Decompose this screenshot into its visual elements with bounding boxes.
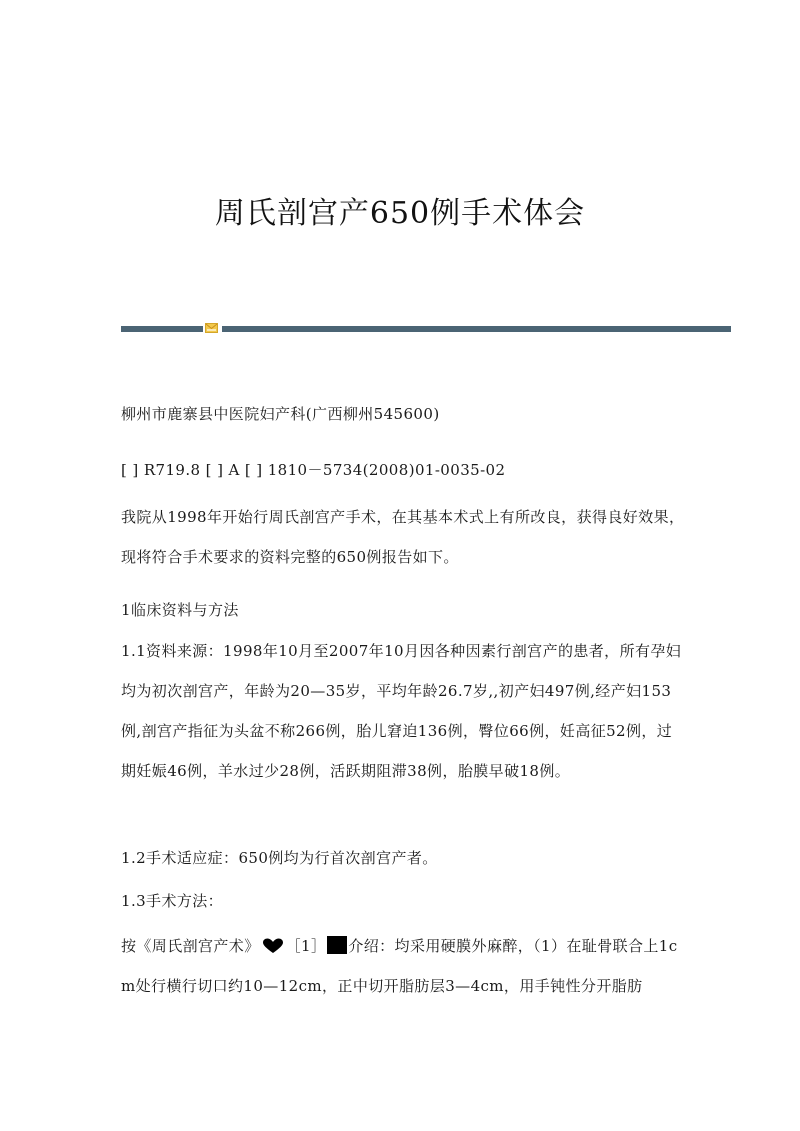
envelope-icon bbox=[205, 322, 218, 334]
citation-ref: ［1］ bbox=[285, 937, 327, 955]
redaction-block bbox=[327, 936, 347, 954]
method-paragraph bbox=[121, 926, 687, 1006]
section-heading: 1临床资料与方法 bbox=[121, 601, 239, 619]
divider-left bbox=[121, 326, 203, 332]
heart-icon bbox=[262, 938, 284, 954]
divider-right bbox=[222, 326, 731, 332]
intro-paragraph: 我院从1998年开始行周氏剖宫产手术，在其基本术式上有所改良，获得良好效果，现将符合手术要求的资料完整的650例报告如下。 bbox=[121, 508, 685, 566]
classification-codes: [ ] R719.8 [ ] A [ ] 1810－5734(2008)01-0035-02 bbox=[121, 461, 506, 479]
document-title: 周氏剖宫产650例手术体会 bbox=[214, 196, 586, 231]
method-text-rest: 介绍：均采用硬膜外麻醉，（1）在耻骨联合上1cm处行横行切口约10—12cm，正中切开脂肪层3—4cm，用手钝性分开脂肪 bbox=[121, 937, 678, 995]
data-source-paragraph: 1.1资料来源：1998年10月至2007年10月因各种因素行剖宫产的患者，所有孕妇均为初次剖宫产，年龄为20—35岁，平均年龄26.7岁,,初产妇497例,经产妇153例,剖宫产指征为头盆不称266例，胎儿窘迫136例，臀位66例，妊高征52例，过期妊娠46例，羊水过少28例，活跃期阻滞38例，胎膜早破18例。 bbox=[121, 642, 682, 780]
indications-paragraph: 1.2手术适应症：650例均为行首次剖宫产者。 bbox=[121, 849, 438, 867]
method-text-start: 按《周氏剖宫产术》 bbox=[121, 937, 260, 955]
author-affiliation: 柳州市鹿寨县中医院妇产科(广西柳州545600) bbox=[121, 405, 440, 423]
method-heading: 1.3手术方法： bbox=[121, 892, 224, 910]
